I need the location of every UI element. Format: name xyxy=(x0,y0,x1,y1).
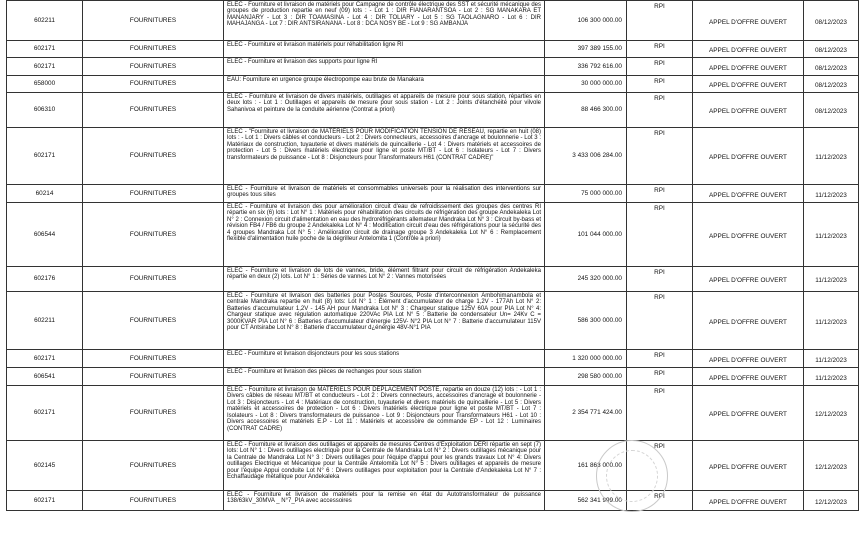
cell-category: FOURNITURES xyxy=(83,185,224,203)
cell-amount: 75 000 000.00 xyxy=(545,185,627,203)
cell-procurement-mode: APPEL D'OFFRE OUVERT xyxy=(693,441,804,491)
cell-category: FOURNITURES xyxy=(83,350,224,368)
table-row xyxy=(7,93,859,128)
cell-amount: 101 044 000.00 xyxy=(545,203,627,267)
cell-category: FOURNITURES xyxy=(83,93,224,128)
cell-code: 606310 xyxy=(7,93,83,128)
cell-source: RPI xyxy=(627,292,693,350)
cell-code: 602171 xyxy=(7,386,83,441)
cell-procurement-mode: APPEL D'OFFRE OUVERT xyxy=(693,41,804,58)
cell-amount: 88 466 300.00 xyxy=(545,93,627,128)
cell-source: RPI xyxy=(627,93,693,128)
cell-date: 11/12/2023 xyxy=(804,350,859,368)
cell-date: 11/12/2023 xyxy=(804,368,859,386)
cell-code: 606541 xyxy=(7,368,83,386)
cell-date: 08/12/2023 xyxy=(804,76,859,93)
cell-description: ELEC - Fourniture et livraison de matériels pour la remise en état du Autotransformateur de puissance 138/63kV_30MVA _ N°7_PIA avec accessoires xyxy=(224,491,545,511)
cell-source: RPI xyxy=(627,386,693,441)
table-row xyxy=(7,491,859,511)
cell-category: FOURNITURES xyxy=(83,441,224,491)
procurement-table xyxy=(6,0,859,511)
table-row xyxy=(7,267,859,292)
table-body xyxy=(7,1,859,511)
cell-amount: 562 341 999.00 xyxy=(545,491,627,511)
cell-amount: 397 389 155.00 xyxy=(545,41,627,58)
table-row xyxy=(7,292,859,350)
cell-source: RPI xyxy=(627,441,693,491)
cell-amount: 298 580 000.00 xyxy=(545,368,627,386)
cell-procurement-mode: APPEL D'OFFRE OUVERT xyxy=(693,350,804,368)
cell-category: FOURNITURES xyxy=(83,41,224,58)
table-row xyxy=(7,58,859,76)
cell-amount: 30 000 000.00 xyxy=(545,76,627,93)
cell-procurement-mode: APPEL D'OFFRE OUVERT xyxy=(693,386,804,441)
cell-amount: 1 320 000 000.00 xyxy=(545,350,627,368)
cell-source: RPI xyxy=(627,350,693,368)
cell-code: 606544 xyxy=(7,203,83,267)
cell-description: ELEC - Fourniture et livraison matériels pour réhabilitation ligne RI xyxy=(224,41,545,58)
cell-source: RPI xyxy=(627,267,693,292)
cell-code: 602171 xyxy=(7,58,83,76)
cell-date: 11/12/2023 xyxy=(804,203,859,267)
cell-category: FOURNITURES xyxy=(83,76,224,93)
cell-date: 08/12/2023 xyxy=(804,93,859,128)
cell-date: 08/12/2023 xyxy=(804,41,859,58)
cell-amount: 245 320 000.00 xyxy=(545,267,627,292)
cell-category: FOURNITURES xyxy=(83,292,224,350)
table-row xyxy=(7,41,859,58)
cell-date: 12/12/2023 xyxy=(804,491,859,511)
cell-source: RPI xyxy=(627,185,693,203)
cell-procurement-mode: APPEL D'OFFRE OUVERT xyxy=(693,128,804,185)
cell-code: 60214 xyxy=(7,185,83,203)
cell-category: FOURNITURES xyxy=(83,58,224,76)
cell-procurement-mode: APPEL D'OFFRE OUVERT xyxy=(693,58,804,76)
cell-amount: 2 354 771 424.00 xyxy=(545,386,627,441)
cell-source: RPI xyxy=(627,58,693,76)
table-row xyxy=(7,203,859,267)
cell-source: RPI xyxy=(627,41,693,58)
cell-description: ELEC - Fourniture et livraison de lots de vannes, bride, élément filtrant pour circuit de réfrigération Andekaleka répartie en deux (2) lots. Lot N° 1 : Séries de vannes Lot N° 2 : Vannes motorisées xyxy=(224,267,545,292)
cell-category: FOURNITURES xyxy=(83,128,224,185)
cell-code: 602145 xyxy=(7,441,83,491)
cell-description: ELEC - Fourniture et livraison des outillages et appareils de mesures Centres d'Exploitation DERI répartie en sept (7) lots: Lot N° 1 : Divers outillages electrique pour la Centrale de Mandraka Lot N° 2 : Divers outillages mécanique pour la Centrale de Mandraka Lot N° 3 : Divers outillages pour l'équipe d'appui pour les grands travaux Lot N° 4: Divers outillages Electrique et Mécanique pour la Centrale Antelomita Lot N° 5 : Divers outillages et appareils de mesure pour l'équipe Appui conduite Lot N° 6 : Divers outillages pour exploitation pour la Centrale d'Andekaleka Lot N° 7 : Echaffaudage métallique pour Andekaleka xyxy=(224,441,545,491)
cell-source: RPI xyxy=(627,491,693,511)
official-stamp-inner xyxy=(606,450,658,502)
cell-description: ELEC - "Fourniture et livraison de MATÉRIELS POUR MODIFICATION TENSION DE RÉSEAU, repartie en huit (08) lots : - Lot 1 : Divers câbles et conducteurs - Lot 2 : Divers connecteurs, accessoires d'ancrage et boulonnerie - Lot 3 : Matériaux de construction, tuyauterie et divers matériels de quincaillerie - Lot 4 : Divers matériels et accessoires de protection - Lot 5 : Divers matériels électrique pour ligne et poste MT/BT - Lot 6 : Isolateurs - Lot 7 : Divers transformateurs de puissance - Lot 8 : Disjoncteurs pour Transformateurs H61 (CONTRAT CADRE)" xyxy=(224,128,545,185)
cell-source: RPI xyxy=(627,368,693,386)
cell-source: RPI xyxy=(627,128,693,185)
cell-procurement-mode: APPEL D'OFFRE OUVERT xyxy=(693,292,804,350)
cell-description: ELEC - Fourniture et livraison de matériels et consommables universels pour la réalisation des interventions sur groupes tous sites xyxy=(224,185,545,203)
cell-date: 12/12/2023 xyxy=(804,441,859,491)
table-row xyxy=(7,185,859,203)
cell-description: ELEC - Fourniture et livraison des supports pour ligne RI xyxy=(224,58,545,76)
cell-description: ELEC - Fourniture et livraison de matériels pour Campagne de contrôle électrique des SST et sécurité mécanique des groupes de production repartie en neuf (09) lots : - Lot 1 : DIR FIANARANTSOA - Lot 2 : SG MANAKARA ET MANANJARY - Lot 3 : DIR TOAMASINA - Lot 4 : DIR TOLIARY - Lot 5 : SG TAOLAGNARO - Lot 6 : DIR MAHAJANGA - Lot 7 : DIR ANTSIRANANA - Lot 8 : DCA NOSY BE - Lot 9 : SG AMBANJA xyxy=(224,1,545,41)
cell-amount: 3 433 006 284.00 xyxy=(545,128,627,185)
table-row xyxy=(7,386,859,441)
cell-procurement-mode: APPEL D'OFFRE OUVERT xyxy=(693,491,804,511)
cell-amount: 106 300 000.00 xyxy=(545,1,627,41)
procurement-table-page xyxy=(6,0,858,511)
table-row xyxy=(7,350,859,368)
cell-code: 602171 xyxy=(7,41,83,58)
cell-category: FOURNITURES xyxy=(83,203,224,267)
cell-source: RPI xyxy=(627,203,693,267)
cell-amount: 336 792 616.00 xyxy=(545,58,627,76)
cell-date: 11/12/2023 xyxy=(804,185,859,203)
cell-procurement-mode: APPEL D'OFFRE OUVERT xyxy=(693,368,804,386)
cell-description: ELEC - Fourniture et livraison des batteries pour Postes Sources, Poste d'interconnexion Ambohimanambola et centrale Mandraka repartie en huit (8) lots: Lot N° 1 : Élément d'accumulateur de charge 1,2V - 177Ah Lot N° 2: Batteries d'accumulateur 1,2V - 145 AH pour Mandraka Lot N° 3 : Chargeur statique 125V 60A pour PIA Lot N° 4: Chargeur statique avec régulation automatique 220VAc PIA Lot N° 5 : Batterie de condensateur Un= 24Kv C = 3000KVAR PIA Lot N° 6 : Batteries d'accumulateur d'énergie 125V- N°2 PIA Lot N° 7 : Batterie d'accumulateur 115V pour CT Antsirabe Lot N° 8 : Batterie d'accumulateur d¿énergie 48V-N°1 PIA xyxy=(224,292,545,350)
table-row xyxy=(7,1,859,41)
cell-description: ELEC - Fourniture et livraison des pour amélioration circuit d'eau de refroidissement des groupes des centres RI répartie en six (6) lots : Lot N° 1 : Matériels pour réhabilitation des circuits de réfrigération des groupe Andekaleka Lot N° 2 : Connexion circuit d'alimentation en eau des hydroréfrigérants allemateur Mandraka Lot N° 3 : Circuit by-bass et révision FB4 / FB6 du groupe 2 Andekaleka Lot N° 4 : Modification circuit d'eau des réfrigérations pour la sécurité des 4 groupes Mandraka Lot N° 5 : Amélioration circuit de drainage groupe 3 Andekaleka Lot N° 6 : Remplacement flexible d'alimentation huile poche de la dégrilleur Antelomita 1 (Contrôle a priori) xyxy=(224,203,545,267)
cell-description: ELEC - Fourniture et livraison des pièces de rechanges pour sous station xyxy=(224,368,545,386)
cell-source: RPI xyxy=(627,76,693,93)
table-row xyxy=(7,441,859,491)
cell-procurement-mode: APPEL D'OFFRE OUVERT xyxy=(693,203,804,267)
cell-code: 602176 xyxy=(7,267,83,292)
cell-description: ELEC - Fourniture et livraison de divers matériels, outillages et appareils de mesure pour sous station, réparties en deux lots : - Lot 1 : Outillages et appareils de mesure pour sous station - Lot 2 : Joints d'étanchéité pour vilvole Sahanivoa et peinture de la conduite aérienne (Contrat a priori) xyxy=(224,93,545,128)
table-row xyxy=(7,128,859,185)
cell-description: ELEC - Fourniture et livraison disjoncteurs pour les sous stations xyxy=(224,350,545,368)
table-row xyxy=(7,76,859,93)
cell-source: RPI xyxy=(627,1,693,41)
cell-date: 08/12/2023 xyxy=(804,58,859,76)
cell-procurement-mode: APPEL D'OFFRE OUVERT xyxy=(693,76,804,93)
cell-code: 602211 xyxy=(7,292,83,350)
cell-date: 11/12/2023 xyxy=(804,128,859,185)
cell-description: ELEC - Fourniture et livraison de MATÉRIELS POUR DÉPLACEMENT POSTE, repartie en douze (12) lots : - Lot 1 : Divers câbles de réseau MT/BT et conducteurs - Lot 2 : Divers connecteurs, accessoires d'ancrage et boulonnerie - Lot 3 : Disjoncteurs - Lot 4 : Matériaux de construction, tuyauterie et divers matériels de quincaillerie - Lot 5 : Divers matériels et accessoires de protection - Lot 6 : Divers matériels électrique pour ligne et poste MT/BT - Lot 7 : Isolateurs - Lot 8 : Divers transformateurs de puissance - Lot 9 : Disjoncteurs pour Transformateurs H61 - Lot 10 : Divers accessoires et matériels E.P - Lot 11 : Matériels et accessoire de commande EP - Lot 12 : Luminaires (CONTRAT CADRE) xyxy=(224,386,545,441)
cell-description: EAU: Fourniture en urgence groupe électropompe eau brute de Manakara xyxy=(224,76,545,93)
cell-code: 602171 xyxy=(7,491,83,511)
cell-date: 11/12/2023 xyxy=(804,292,859,350)
cell-code: 602171 xyxy=(7,350,83,368)
cell-procurement-mode: APPEL D'OFFRE OUVERT xyxy=(693,185,804,203)
cell-code: 602171 xyxy=(7,128,83,185)
cell-procurement-mode: APPEL D'OFFRE OUVERT xyxy=(693,93,804,128)
cell-procurement-mode: APPEL D'OFFRE OUVERT xyxy=(693,267,804,292)
cell-amount: 586 300 000.00 xyxy=(545,292,627,350)
cell-code: 658000 xyxy=(7,76,83,93)
table-row xyxy=(7,368,859,386)
cell-date: 12/12/2023 xyxy=(804,386,859,441)
cell-amount: 161 863 000.00 xyxy=(545,441,627,491)
cell-category: FOURNITURES xyxy=(83,267,224,292)
cell-procurement-mode: APPEL D'OFFRE OUVERT xyxy=(693,1,804,41)
cell-category: FOURNITURES xyxy=(83,491,224,511)
cell-date: 08/12/2023 xyxy=(804,1,859,41)
cell-category: FOURNITURES xyxy=(83,368,224,386)
cell-code: 602211 xyxy=(7,1,83,41)
cell-date: 11/12/2023 xyxy=(804,267,859,292)
cell-category: FOURNITURES xyxy=(83,386,224,441)
cell-category: FOURNITURES xyxy=(83,1,224,41)
